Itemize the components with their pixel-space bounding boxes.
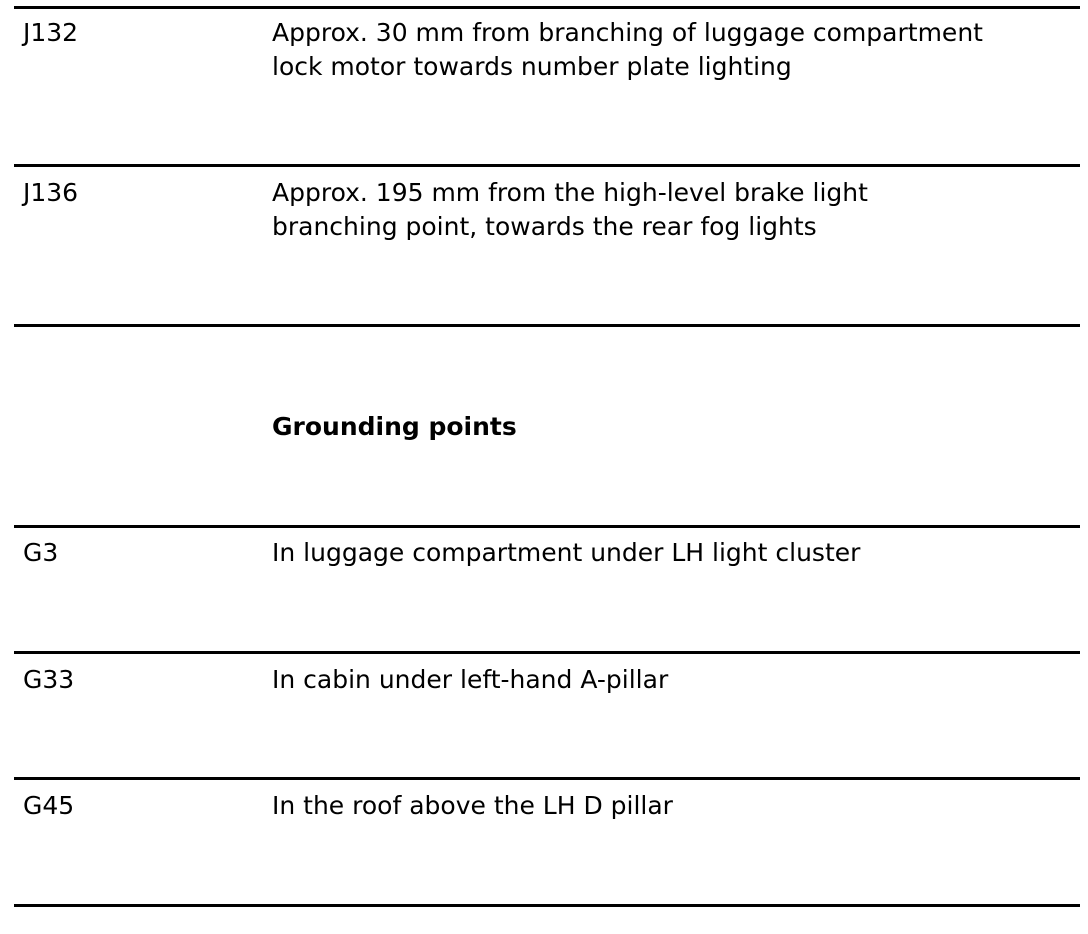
- row-divider: [14, 525, 1080, 528]
- row-divider: [14, 904, 1080, 907]
- grounding-description: In the roof above the LH D pillar: [272, 791, 673, 820]
- row-divider: [14, 6, 1080, 9]
- splice-code: J132: [23, 18, 79, 47]
- grounding-code: G3: [23, 538, 59, 567]
- grounding-code: G33: [23, 665, 75, 694]
- row-divider: [14, 651, 1080, 654]
- row-divider: [14, 324, 1080, 327]
- grounding-description: In cabin under left-hand A-pillar: [272, 665, 669, 694]
- splice-code: J136: [23, 178, 79, 207]
- location-description-line: Approx. 30 mm from branching of luggage compartment: [272, 18, 983, 47]
- location-description-line: branching point, towards the rear fog lights: [272, 212, 817, 241]
- row-divider: [14, 777, 1080, 780]
- location-description-line: lock motor towards number plate lighting: [272, 52, 792, 81]
- location-description-line: Approx. 195 mm from the high-level brake light: [272, 178, 868, 207]
- grounding-code: G45: [23, 791, 75, 820]
- row-divider: [14, 164, 1080, 167]
- grounding-description: In luggage compartment under LH light cluster: [272, 538, 861, 567]
- section-heading: Grounding points: [272, 412, 517, 441]
